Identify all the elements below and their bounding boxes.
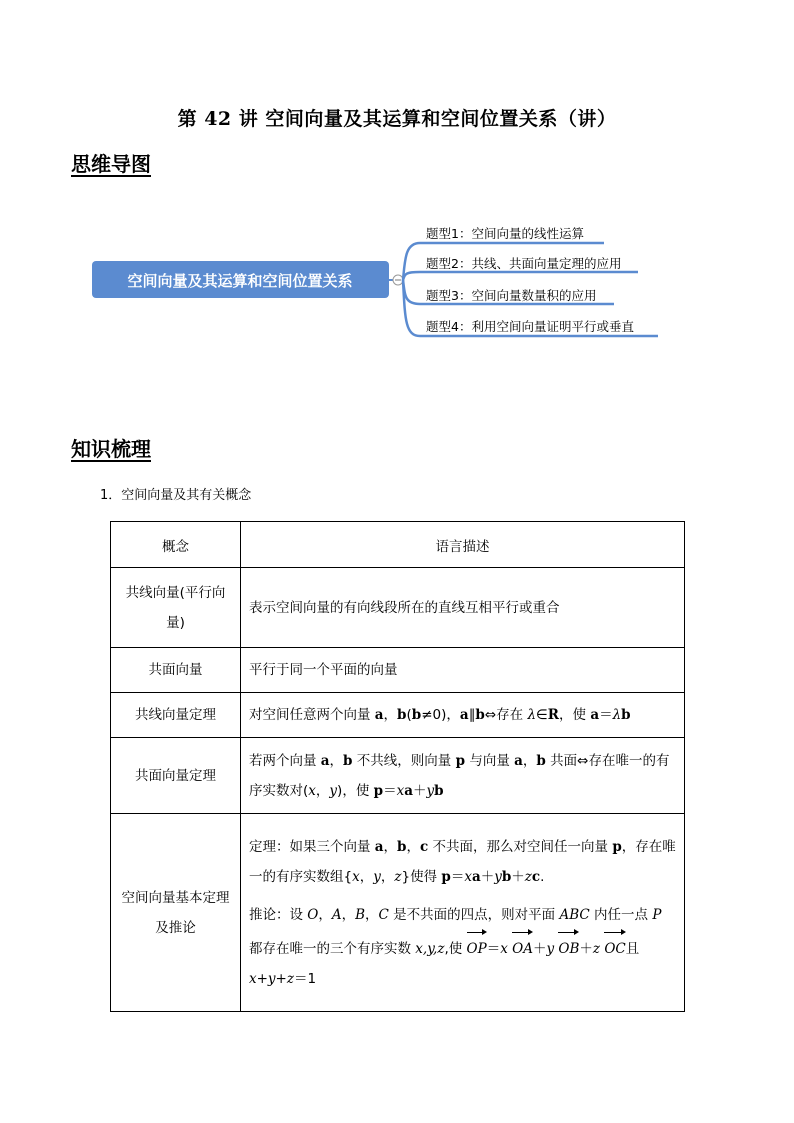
term-cell: 共面向量 [111,648,241,693]
section-heading-mindmap: 思维导图 [71,152,151,176]
term-cell: 共线向量(平行向量) [111,568,241,648]
term-cell: 空间向量基本定理及推论 [111,814,241,1012]
vector-OA: OA [512,930,533,964]
desc-cell: 表示空间向量的有向线段所在的直线互相平行或重合 [241,568,685,648]
table-row [111,648,685,693]
vector-OP: OP [467,930,487,964]
desc-cell: 对空间任意两个向量 a，b(b≠0)，a∥b⇔存在 λ∈R，使 a＝λb [241,693,685,738]
branch-label-2: 题型2：共线、共面向量定理的应用 [426,256,622,271]
theorem-text: 定理：如果三个向量 a，b，c 不共面，那么对空间任一向量 p，存在唯一的有序实数组{x，y，z}使得 p＝xa＋yb＋zc. [249,838,676,885]
table-header-row [111,522,685,568]
branch-label-1: 题型1：空间向量的线性运算 [426,226,584,241]
term-cell: 共面向量定理 [111,738,241,814]
desc-cell: 若两个向量 a，b 不共线，则向量 p 与向量 a，b 共面⇔存在唯一的有序实数对(x，y)，使 p＝xa＋yb [241,738,685,814]
desc-cell: 平行于同一个平面的向量 [241,648,685,693]
vector-OB: OB [558,930,579,964]
mind-map-root-label: 空间向量及其运算和空间位置关系 [127,272,353,290]
header-description: 语言描述 [241,522,685,568]
concept-table [110,521,685,1012]
branch-label-4: 题型4：利用空间向量证明平行或垂直 [426,319,634,334]
table-row [111,568,685,648]
header-concept: 概念 [111,522,241,568]
desc-cell [241,814,685,1012]
corollary-text: 推论：设 O，A，B，C 是不共面的四点，则对平面 ABC 内任一点 P 都存在唯一的三个有序实数 x,y,z,使 OP＝x OA＋y OB＋z OC且 x+y+z＝1 [249,906,662,987]
vector-OC: OC [604,930,625,964]
table-row [111,693,685,738]
section-heading-knowledge: 知识梳理 [71,437,151,461]
item-title: 1．空间向量及其有关概念 [100,488,252,503]
mind-map [0,200,794,350]
page-title: 第 42 讲 空间向量及其运算和空间位置关系（讲） [177,108,617,130]
term-cell: 共线向量定理 [111,693,241,738]
table-row [111,738,685,814]
table-row [111,814,685,1012]
branch-curve-2 [403,272,638,280]
branch-label-3: 题型3：空间向量数量积的应用 [426,288,597,303]
